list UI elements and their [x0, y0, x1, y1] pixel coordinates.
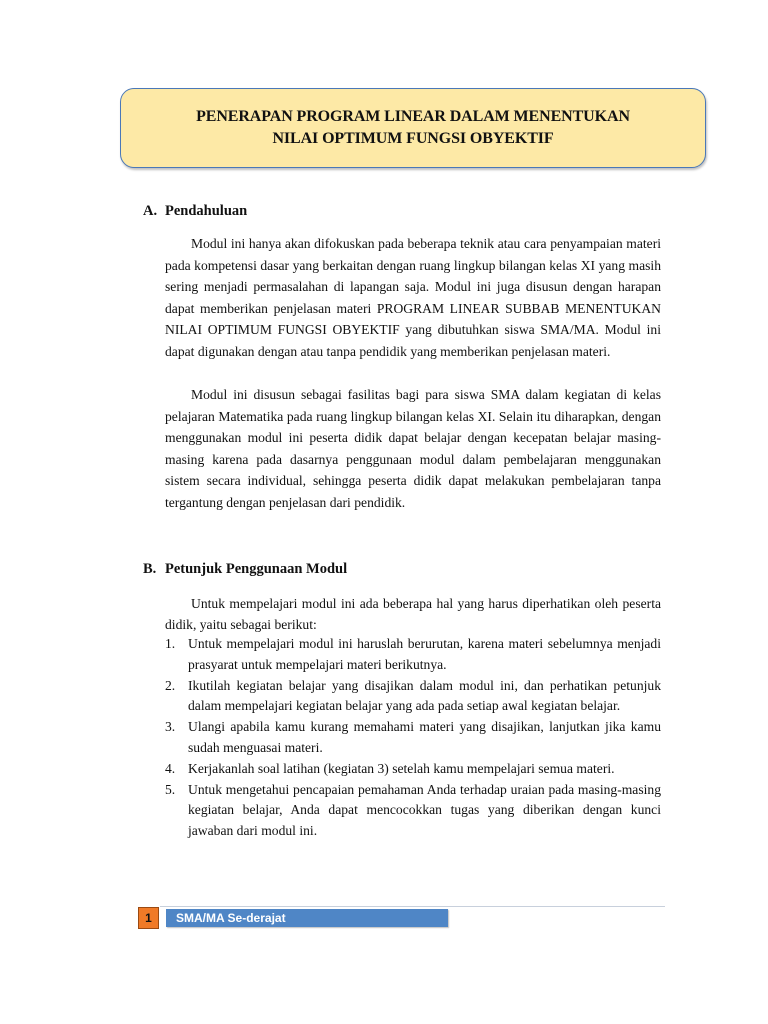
list-item: [165, 780, 661, 842]
section-a-paragraph-2-text: Modul ini disusun sebagai fasilitas bagi para siswa SMA dalam kegiatan di kelas pelajaran Matematika pada ruang lingkup bilangan kelas XI. Selain itu diharapkan, dengan menggunakan modul ini peserta didik dapat belajar dengan kecepatan belajar masing-masing karena pada dasarnya penggunaan modul dalam pembelajaran menggunakan sistem secara individual, sehingga peserta didik dapat melakukan pembelajaran tanpa tergantung dengan penjelasan dari pendidik.: [165, 387, 661, 510]
list-item-number: 2.: [165, 677, 176, 693]
title-line-1: PENERAPAN PROGRAM LINEAR DALAM MENENTUKAN: [196, 108, 630, 125]
section-a-letter: A.: [143, 203, 158, 219]
section-b-intro-text: Untuk mempelajari modul ini ada beberapa hal yang harus diperhatikan oleh peserta didik, yaitu sebagai berikut:: [165, 596, 661, 632]
list-item-number: 5.: [165, 781, 176, 797]
page-number-badge: 1: [138, 907, 159, 929]
section-b-intro: [165, 594, 661, 636]
section-a-paragraph-1: [165, 233, 661, 363]
list-item-text: Kerjakanlah soal latihan (kegiatan 3) setelah kamu mempelajari semua materi.: [188, 760, 615, 776]
list-item-text: Ikutilah kegiatan belajar yang disajikan dalam modul ini, dan perhatikan petunjuk dalam mempelajari kegiatan belajar yang ada pada setiap awal kegiatan belajar.: [188, 677, 661, 714]
list-item-text: Untuk mempelajari modul ini haruslah berurutan, karena materi sebelumnya menjadi prasyarat untuk mempelajari materi berikutnya.: [188, 636, 661, 672]
section-a-paragraph-2: [165, 384, 661, 514]
list-item: [165, 676, 661, 718]
list-item: [165, 759, 661, 780]
list-item: [165, 634, 661, 676]
list-item-number: 1.: [165, 636, 176, 651]
footer-divider: [160, 906, 665, 907]
title-box: [120, 88, 706, 168]
title-line-2: NILAI OPTIMUM FUNGSI OBYEKTIF: [272, 130, 554, 147]
instruction-list: [165, 634, 661, 842]
list-item-number: 3.: [165, 719, 176, 735]
footer-label-bar: SMA/MA Se-derajat: [166, 909, 448, 927]
section-b-heading: [143, 561, 347, 578]
list-item-number: 4.: [165, 760, 176, 776]
section-b-letter: B.: [143, 561, 157, 577]
section-a-heading: [143, 203, 247, 220]
list-item: [165, 717, 661, 759]
list-item-text: Untuk mengetahui pencapaian pemahaman Anda terhadap uraian pada masing-masing kegiatan belajar, Anda dapat mencocokkan tugas yang diberikan dengan kunci jawaban dari modul ini.: [188, 781, 661, 839]
section-a-paragraph-1-text: Modul ini hanya akan difokuskan pada beberapa teknik atau cara penyampaian materi pada kompetensi dasar yang berkaitan dengan ruang lingkup bilangan kelas XI yang masih sering menjadi permasalahan di lapangan saja. Modul ini juga disusun dengan harapan dapat memberikan penjelasan materi PROGRAM LINEAR SUBBAB MENENTUKAN NILAI OPTIMUM FUNGSI OBYEKTIF yang dibutuhkan siswa SMA/MA. Modul ini dapat digunakan dengan atau tanpa pendidik yang memberikan penjelasan materi.: [165, 236, 661, 359]
section-a-title: Pendahuluan: [165, 203, 248, 219]
list-item-text: Ulangi apabila kamu kurang memahami materi yang disajikan, lanjutkan jika kamu sudah menguasai materi.: [188, 719, 661, 755]
section-b-title: Petunjuk Penggunaan Modul: [165, 561, 348, 577]
